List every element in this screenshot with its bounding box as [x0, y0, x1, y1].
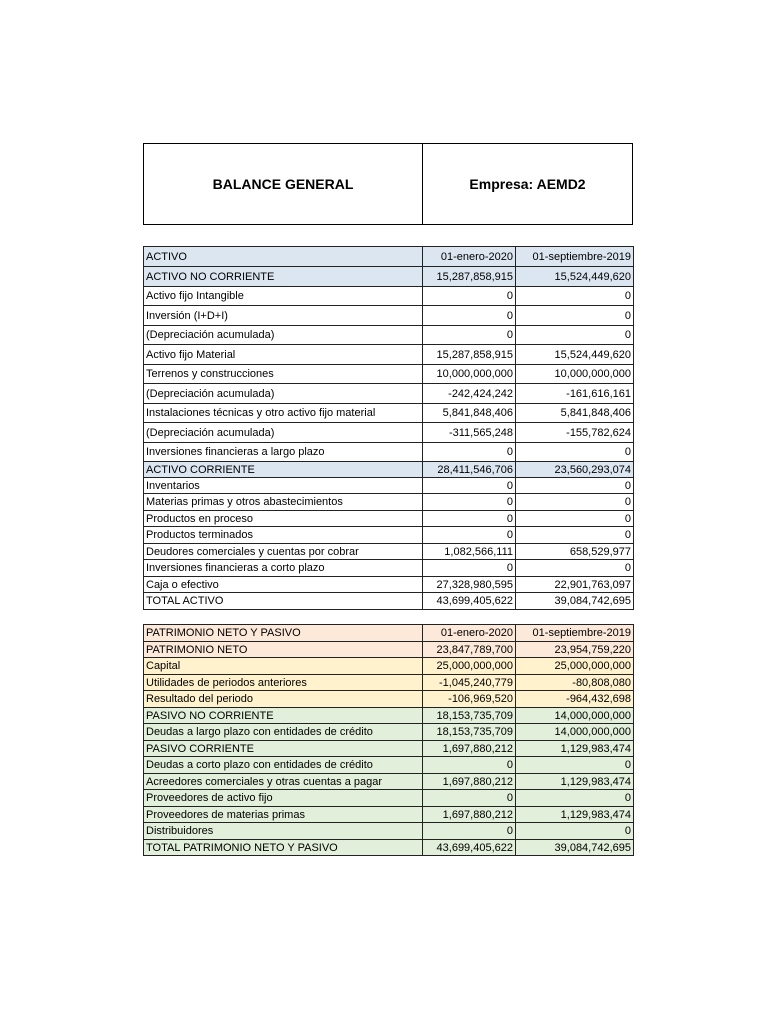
row-value-2020: 0 [423, 287, 516, 306]
row-value-2019: 01-septiembre-2019 [516, 247, 634, 267]
row-value-2019: -155,782,624 [516, 423, 634, 443]
row-value-2020: 0 [423, 494, 516, 511]
row-label: Inversiones financieras a largo plazo [144, 443, 423, 462]
row-value-2019: 0 [516, 511, 634, 527]
row-label: PASIVO CORRIENTE [144, 741, 423, 757]
row-value-2020: 15,287,858,915 [423, 345, 516, 365]
activo-row [144, 247, 634, 267]
row-label: PASIVO NO CORRIENTE [144, 708, 423, 724]
row-value-2019: 15,524,449,620 [516, 345, 634, 365]
row-label: ACTIVO [144, 247, 423, 267]
pasivo-row [144, 708, 634, 724]
row-value-2020: 25,000,000,000 [423, 658, 516, 675]
row-value-2019: 39,084,742,695 [516, 593, 634, 610]
row-label: Activo fijo Material [144, 345, 423, 365]
row-label: Deudores comerciales y cuentas por cobrar [144, 544, 423, 560]
row-value-2019: 0 [516, 326, 634, 345]
row-value-2019: 0 [516, 823, 634, 840]
row-label: Activo fijo Intangible [144, 287, 423, 306]
row-label: Deudas a largo plazo con entidades de crédito [144, 724, 423, 741]
company-name: Empresa: AEMD2 [469, 176, 586, 192]
row-value-2019: -80,808,080 [516, 675, 634, 691]
row-value-2020: -311,565,248 [423, 423, 516, 443]
row-label: ACTIVO NO CORRIENTE [144, 267, 423, 287]
row-value-2020: 1,697,880,212 [423, 774, 516, 790]
pasivo-row [144, 625, 634, 642]
activo-row [144, 287, 634, 306]
pasivo-row [144, 658, 634, 675]
activo-row [144, 365, 634, 384]
row-label: TOTAL PATRIMONIO NETO Y PASIVO [144, 840, 423, 856]
row-label: (Depreciación acumulada) [144, 326, 423, 345]
row-value-2020: -1,045,240,779 [423, 675, 516, 691]
row-value-2019: 1,129,983,474 [516, 807, 634, 823]
row-value-2019: 0 [516, 478, 634, 494]
activo-row [144, 462, 634, 478]
row-label: (Depreciación acumulada) [144, 384, 423, 404]
row-value-2019: 0 [516, 560, 634, 577]
row-value-2020: 18,153,735,709 [423, 708, 516, 724]
row-value-2019: 01-septiembre-2019 [516, 625, 634, 642]
pasivo-row [144, 774, 634, 790]
row-value-2020: 0 [423, 326, 516, 345]
pasivo-row [144, 724, 634, 741]
row-value-2019: 0 [516, 790, 634, 807]
activo-row [144, 443, 634, 462]
row-value-2020: 5,841,848,406 [423, 404, 516, 423]
row-value-2019: 25,000,000,000 [516, 658, 634, 675]
row-label: Resultado del periodo [144, 691, 423, 708]
row-value-2020: 0 [423, 757, 516, 774]
row-value-2020: 0 [423, 823, 516, 840]
row-value-2019: 658,529,977 [516, 544, 634, 560]
pasivo-row [144, 691, 634, 708]
row-value-2020: 1,082,566,111 [423, 544, 516, 560]
row-value-2020: 0 [423, 560, 516, 577]
row-value-2019: 0 [516, 494, 634, 511]
activo-row [144, 577, 634, 593]
pasivo-row [144, 741, 634, 757]
row-value-2019: 39,084,742,695 [516, 840, 634, 856]
page-title: BALANCE GENERAL [144, 144, 423, 224]
row-value-2019: 0 [516, 287, 634, 306]
row-value-2020: 23,847,789,700 [423, 642, 516, 658]
row-value-2019: 0 [516, 306, 634, 326]
activo-row [144, 326, 634, 345]
activo-row [144, 511, 634, 527]
row-label: Inventarios [144, 478, 423, 494]
row-value-2019: -161,616,161 [516, 384, 634, 404]
pasivo-row [144, 807, 634, 823]
row-value-2020: 1,697,880,212 [423, 741, 516, 757]
row-value-2020: 43,699,405,622 [423, 593, 516, 610]
row-value-2020: 0 [423, 306, 516, 326]
row-label: PATRIMONIO NETO Y PASIVO [144, 625, 423, 642]
row-label: Caja o efectivo [144, 577, 423, 593]
pasivo-row [144, 840, 634, 856]
row-value-2020: -106,969,520 [423, 691, 516, 708]
row-label: (Depreciación acumulada) [144, 423, 423, 443]
row-value-2019: 22,901,763,097 [516, 577, 634, 593]
row-value-2019: 14,000,000,000 [516, 708, 634, 724]
row-value-2019: 15,524,449,620 [516, 267, 634, 287]
row-label: PATRIMONIO NETO [144, 642, 423, 658]
activo-row [144, 494, 634, 511]
row-label: Productos terminados [144, 527, 423, 544]
row-value-2019: 0 [516, 757, 634, 774]
row-label: ACTIVO CORRIENTE [144, 462, 423, 478]
activo-row [144, 423, 634, 443]
row-value-2019: 1,129,983,474 [516, 741, 634, 757]
pasivo-row [144, 790, 634, 807]
row-value-2019: 14,000,000,000 [516, 724, 634, 741]
row-value-2020: 01-enero-2020 [423, 625, 516, 642]
row-value-2020: 15,287,858,915 [423, 267, 516, 287]
activo-row [144, 593, 634, 610]
row-value-2020: 0 [423, 790, 516, 807]
row-label: Instalaciones técnicas y otro activo fijo material [144, 404, 423, 423]
row-value-2019: 10,000,000,000 [516, 365, 634, 384]
pasivo-row [144, 675, 634, 691]
row-value-2020: 0 [423, 527, 516, 544]
row-value-2020: 43,699,405,622 [423, 840, 516, 856]
activo-row [144, 345, 634, 365]
row-label: Deudas a corto plazo con entidades de crédito [144, 757, 423, 774]
activo-row [144, 527, 634, 544]
row-value-2019: -964,432,698 [516, 691, 634, 708]
balance-header [143, 143, 633, 225]
row-label: Utilidades de periodos anteriores [144, 675, 423, 691]
activo-row [144, 384, 634, 404]
row-value-2019: 23,560,293,074 [516, 462, 634, 478]
row-value-2019: 5,841,848,406 [516, 404, 634, 423]
row-value-2020: 1,697,880,212 [423, 807, 516, 823]
row-value-2020: 01-enero-2020 [423, 247, 516, 267]
row-value-2020: 0 [423, 443, 516, 462]
row-label: Terrenos y construcciones [144, 365, 423, 384]
row-value-2020: 28,411,546,706 [423, 462, 516, 478]
row-value-2020: 0 [423, 478, 516, 494]
row-label: Inversiones financieras a corto plazo [144, 560, 423, 577]
row-value-2020: 0 [423, 511, 516, 527]
row-value-2020: 27,328,980,595 [423, 577, 516, 593]
activo-row [144, 306, 634, 326]
pasivo-row [144, 823, 634, 840]
row-label: Proveedores de materias primas [144, 807, 423, 823]
activo-row [144, 404, 634, 423]
row-value-2020: -242,424,242 [423, 384, 516, 404]
row-label: Inversión (I+D+I) [144, 306, 423, 326]
row-label: Proveedores de activo fijo [144, 790, 423, 807]
row-label: Distribuidores [144, 823, 423, 840]
row-value-2019: 0 [516, 527, 634, 544]
pasivo-row [144, 642, 634, 658]
pasivo-table [143, 624, 634, 856]
activo-row [144, 267, 634, 287]
pasivo-row [144, 757, 634, 774]
row-value-2019: 23,954,759,220 [516, 642, 634, 658]
activo-row [144, 478, 634, 494]
activo-row [144, 544, 634, 560]
row-value-2020: 18,153,735,709 [423, 724, 516, 741]
row-label: Acreedores comerciales y otras cuentas a pagar [144, 774, 423, 790]
activo-row [144, 560, 634, 577]
row-value-2019: 0 [516, 443, 634, 462]
row-label: Capital [144, 658, 423, 675]
row-label: TOTAL ACTIVO [144, 593, 423, 610]
row-label: Productos en proceso [144, 511, 423, 527]
row-label: Materias primas y otros abastecimientos [144, 494, 423, 511]
row-value-2020: 10,000,000,000 [423, 365, 516, 384]
activo-table [143, 246, 634, 610]
row-value-2019: 1,129,983,474 [516, 774, 634, 790]
